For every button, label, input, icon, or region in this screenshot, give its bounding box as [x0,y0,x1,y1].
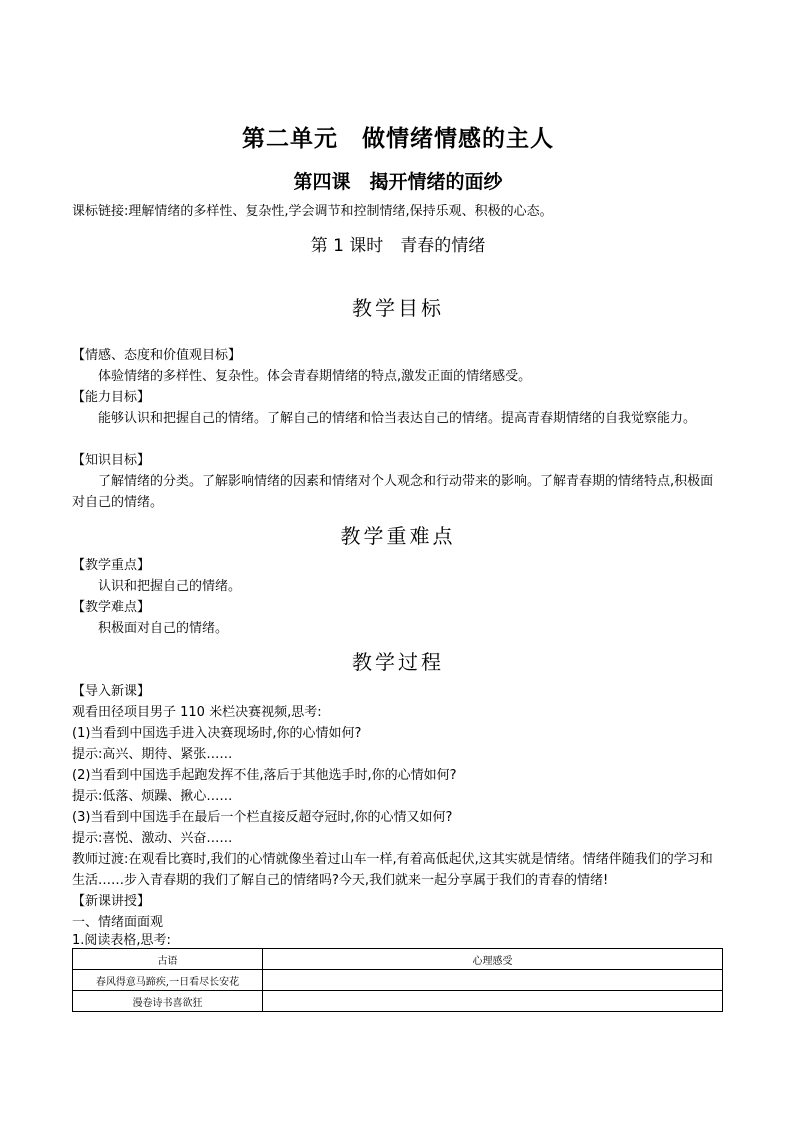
question-1: (1)当看到中国选手进入决赛现场时,你的心情如何? [72,726,362,741]
intro-label: 【导入新课】 [72,684,151,699]
new-lesson-label: 【新课讲授】 [72,894,151,909]
table-row [73,970,723,991]
lesson-title: 第四课 揭开情绪的面纱 [293,171,503,193]
goal-ability-text: 能够认识和把握自己的情绪。了解自己的情绪和恰当表达自己的情绪。提高青春期情绪的自我觉察能力。 [98,411,697,426]
goal-emotion-label: 【情感、态度和价值观目标】 [72,348,242,363]
goal-knowledge-text: 了解情绪的分类。了解影响情绪的因素和情绪对个人观念和行动带来的影响。了解青春期的情绪特点,积极面对自己的情绪。 [72,474,714,510]
question-3: (3)当看到中国选手在最后一个栏直接反超夺冠时,你的心情又如何? [72,810,453,825]
key-focus-label: 【教学重点】 [72,558,151,573]
table-cell: 漫卷诗书喜欲狂 [73,991,263,1012]
section-key-heading: 教学重难点 [340,524,456,548]
goal-knowledge-label: 【知识目标】 [72,453,151,468]
hint-3: 提示:喜悦、激动、兴奋…… [72,831,233,846]
table-cell [263,970,723,991]
teacher-transition: 教师过渡:在观看比赛时,我们的心情就像坐着过山车一样,有着高低起伏,这其实就是情绪。情绪伴随我们的学习和生活……步入青春期的我们了解自己的情绪吗?今天,我们就来一起分享属于我们的青春的情绪! [72,852,713,888]
key-difficulty-text: 积极面对自己的情绪。 [98,621,229,636]
intro-text: 观看田径项目男子 110 米栏决赛视频,思考: [72,705,322,720]
part-1-heading: 一、情绪面面观 [72,915,164,930]
table-cell: 春风得意马蹄疾,一日看尽长安花 [73,970,263,991]
table-cell [263,991,723,1012]
key-difficulty-label: 【教学难点】 [72,600,151,615]
table-row [73,991,723,1012]
table-header-cell: 心理感受 [263,949,723,970]
hint-2: 提示:低落、烦躁、揪心…… [72,789,233,804]
poem-feeling-table [72,948,723,1012]
table-header-cell: 古语 [73,949,263,970]
goal-emotion-text: 体验情绪的多样性、复杂性。体会青春期情绪的特点,激发正面的情绪感受。 [98,369,532,384]
question-2: (2)当看到中国选手起跑发挥不佳,落后于其他选手时,你的心情如何? [72,768,457,783]
unit-title: 第二单元 做情绪情感的主人 [242,126,554,152]
section-process-heading: 教学过程 [352,650,444,674]
table-header-row [73,949,723,970]
key-focus-text: 认识和把握自己的情绪。 [98,579,242,594]
hint-1: 提示:高兴、期待、紧张…… [72,747,233,762]
curriculum-link: 课标链接:理解情绪的多样性、复杂性,学会调节和控制情绪,保持乐观、积极的心态。 [72,204,553,219]
task-1: 1.阅读表格,思考: [72,933,171,948]
section-goals-heading: 教学目标 [352,296,444,320]
goal-ability-label: 【能力目标】 [72,390,151,405]
period-title: 第 1 课时 青春的情绪 [310,236,486,256]
